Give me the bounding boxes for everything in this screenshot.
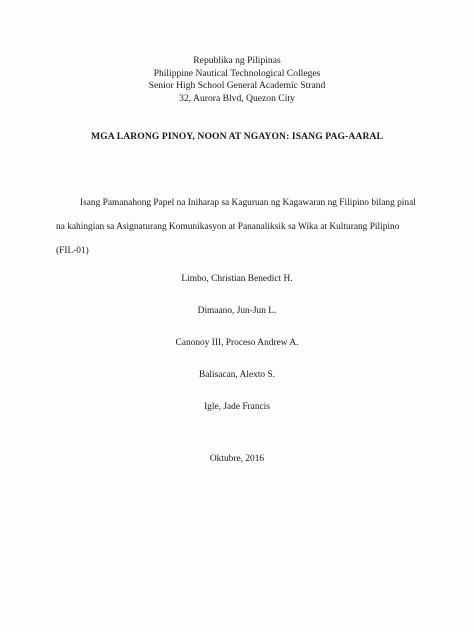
author-list bbox=[0, 273, 474, 433]
author-name: Igle, Jade Francis bbox=[204, 402, 270, 412]
header-line-college: Philippine Nautical Technological Colleges bbox=[153, 67, 321, 79]
author-name: Dimaano, Jun-Jun L. bbox=[197, 306, 277, 316]
author-name: Balisacan, Alexto S. bbox=[198, 370, 276, 380]
header-line-strand: Senior High School General Academic Strand bbox=[148, 80, 326, 91]
author-name: Canonoy III, Proceso Andrew A. bbox=[175, 338, 299, 348]
subject-code: (FIL-01) bbox=[56, 246, 89, 256]
header-line-republic: Republika ng Pilipinas bbox=[193, 55, 281, 66]
paragraph-line-1: Isang Pamanahong Papel na Iniharap sa Kaguruan ng Kagawaran ng Filipino bilang pinal bbox=[80, 198, 416, 208]
paragraph-line-2: na kahingian sa Asignaturang Komunikasyon at Pananaliksik sa Wika at Kulturang Pilipino bbox=[56, 222, 400, 232]
header-line-address: 32, Aurora Blvd, Quezon City bbox=[179, 92, 295, 104]
submission-date: Oktubre, 2016 bbox=[209, 454, 265, 464]
school-header bbox=[0, 55, 474, 105]
paper-title: MGA LARONG PINOY, NOON AT NGAYON: ISANG PAG-AARAL bbox=[90, 131, 384, 142]
submission-paragraph bbox=[56, 191, 426, 239]
author-name: Limbo, Christian Benedict H. bbox=[181, 274, 293, 284]
